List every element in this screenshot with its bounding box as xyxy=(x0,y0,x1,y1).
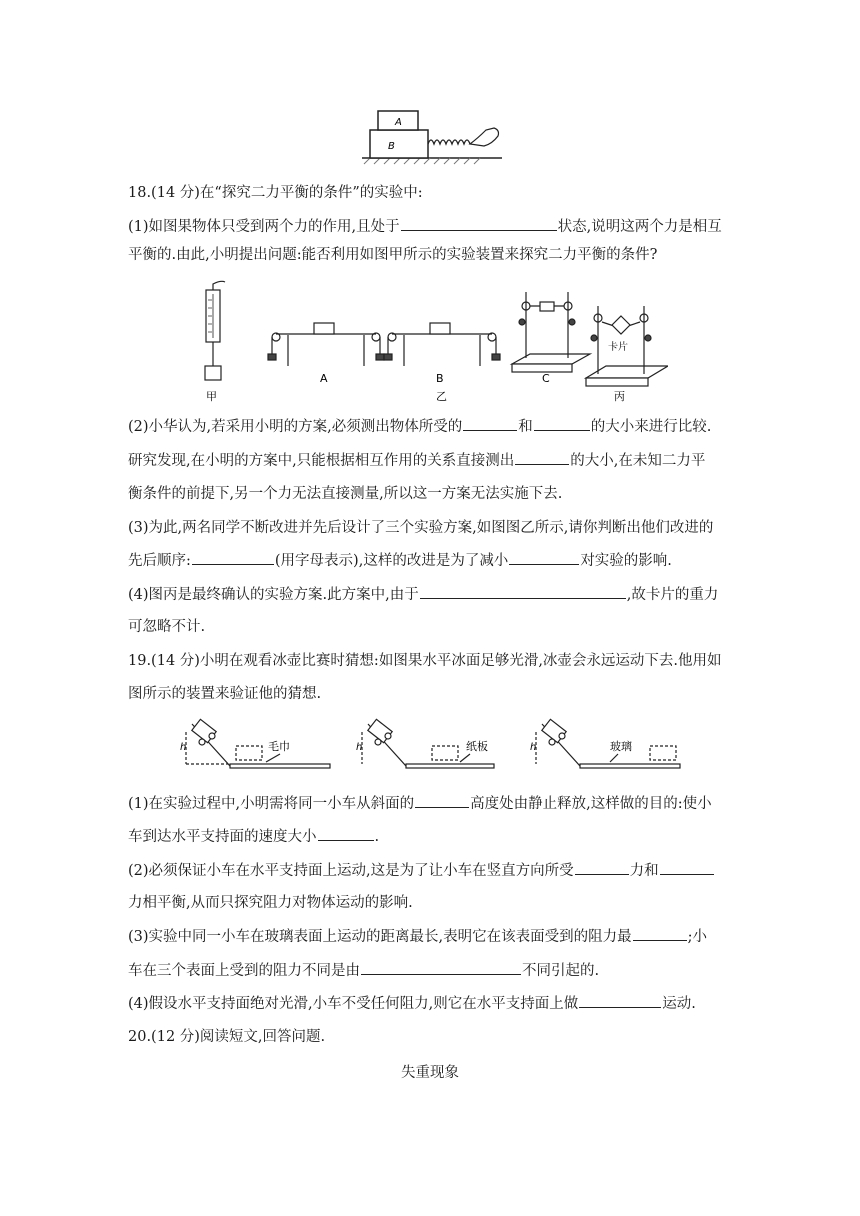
stand-c xyxy=(512,292,590,372)
block-b xyxy=(370,130,428,158)
q18-p4-line1: (4)图丙是最终确认的实验方案.此方案中,由于 ,故卡片的重力 xyxy=(128,584,718,605)
q19-p3-line2: 车在三个表面上受到的阻力不同是由 不同引起的. xyxy=(128,960,599,981)
answer-blank[interactable] xyxy=(579,993,661,1008)
q19-p1-line2: 车到达水平支持面的速度大小 . xyxy=(128,826,379,847)
q18-p3-line1: (3)为此,两名同学不断改进并先后设计了三个实验方案,如图图乙所示,请你判断出他们改进的 xyxy=(128,520,714,536)
answer-blank[interactable] xyxy=(515,450,569,465)
label-bing: 丙 xyxy=(614,390,625,403)
q19-p3-line1: (3)实验中同一小车在玻璃表面上运动的距离最长,表明它在该表面受到的阻力最 ;小 xyxy=(128,926,707,947)
q20-header: 20.(12 分)阅读短文,回答问题. xyxy=(128,1029,326,1045)
answer-blank[interactable] xyxy=(633,926,687,941)
label-yi: 乙 xyxy=(436,390,447,403)
q18-apparatus-figure xyxy=(196,278,668,408)
q19-incline-figure xyxy=(170,716,690,776)
h-label: h xyxy=(180,742,187,753)
label-card: 卡片 xyxy=(608,342,628,353)
answer-blank[interactable] xyxy=(318,826,374,841)
q18-p2-line3: 衡条件的前提下,另一个力无法直接测量,所以这一方案无法实施下去. xyxy=(128,486,563,502)
label-table-b: B xyxy=(436,372,444,385)
q18-p2-line1: (2)小华认为,若采用小明的方案,必须测出物体所受的 和 的大小来进行比较. xyxy=(128,416,711,437)
answer-blank[interactable] xyxy=(575,860,629,875)
answer-blank[interactable] xyxy=(420,584,626,599)
q19-p2-line1: (2)必须保证小车在水平支持面上运动,这是为了让小车在竖直方向所受 力和 xyxy=(128,860,715,881)
spring-scale xyxy=(205,281,225,380)
label-b: B xyxy=(388,141,395,152)
q18-header: 18.(14 分)在“探究二力平衡的条件”的实验中: xyxy=(128,185,423,201)
surface-glass: 玻璃 xyxy=(610,740,632,753)
label-a: A xyxy=(395,117,402,128)
q18-p2-line2: 研究发现,在小明的方案中,只能根据相互作用的关系直接测出 的大小,在未知二力平 xyxy=(128,450,705,471)
q18-p1-line1: (1)如图果物体只受到两个力的作用,且处于 状态,说明这两个力是相互 xyxy=(128,216,722,237)
answer-blank[interactable] xyxy=(463,416,517,431)
q19-header-line1: 19.(14 分)小明在观看冰壶比赛时猜想:如图果水平冰面足够光滑,冰壶会永远运动下去.他用如 xyxy=(128,653,722,669)
blocks-spring-figure xyxy=(362,106,502,166)
q19-p2-line2: 力相平衡,从而只探究阻力对物体运动的影响. xyxy=(128,895,413,911)
answer-blank[interactable] xyxy=(192,550,274,565)
answer-blank[interactable] xyxy=(401,216,557,231)
answer-blank[interactable] xyxy=(361,960,521,975)
q19-header-line2: 图所示的装置来验证他的猜想. xyxy=(128,686,322,702)
label-table-a: A xyxy=(320,372,328,385)
h-label: h xyxy=(356,742,363,753)
surface-towel: 毛巾 xyxy=(268,740,290,753)
q20-passage-title: 失重现象 xyxy=(401,1065,459,1081)
surface-board: 纸板 xyxy=(466,740,488,753)
table-a xyxy=(268,323,384,366)
label-stand-c: C xyxy=(542,372,550,385)
table-b xyxy=(384,323,500,366)
answer-blank[interactable] xyxy=(415,793,469,808)
q18-p1-line2: 平衡的.由此,小明提出问题:能否利用如图甲所示的实验装置来探究二力平衡的条件? xyxy=(128,247,658,263)
q19-p1-line1: (1)在实验过程中,小明需将同一小车从斜面的 高度处由静止释放,这样做的目的:使小 xyxy=(128,793,712,814)
q18-p4-line2: 可忽略不计. xyxy=(128,619,206,635)
answer-blank[interactable] xyxy=(534,416,590,431)
q19-p4-line1: (4)假设水平支持面绝对光滑,小车不受任何阻力,则它在水平支持面上做 运动. xyxy=(128,993,696,1014)
q18-p3-line2: 先后顺序: (用字母表示),这样的改进是为了减小 对实验的影响. xyxy=(128,550,672,571)
h-label: h xyxy=(530,742,537,753)
label-jia: 甲 xyxy=(206,390,217,403)
answer-blank[interactable] xyxy=(660,860,714,875)
answer-blank[interactable] xyxy=(509,550,579,565)
